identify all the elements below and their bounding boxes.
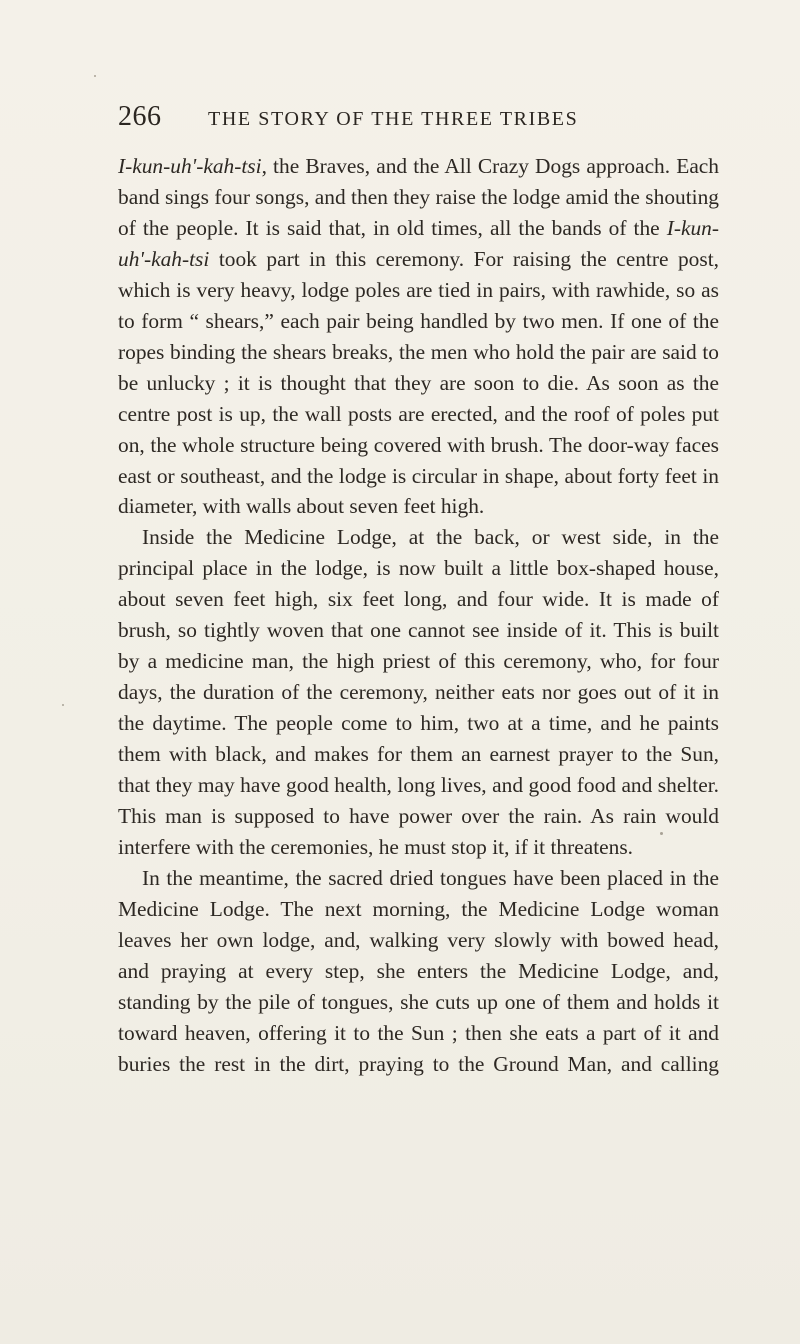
paragraph-1: [118, 151, 719, 522]
paper-speck: [660, 832, 663, 835]
text-run: Inside the Medicine Lodge, at the back, or west side, in the principal place in the lodge, is now built a little box-shaped house, about seven feet high, six feet long, and four wide. It is made of brush, so tightly woven that one cannot see inside of it. This is built by a medicine man, the high priest of this ceremony, who, for four days, the duration of the ceremony, neither eats nor goes out of it in the daytime. The people come to him, two at a time, and he paints them with black, and makes for them an earnest prayer to the Sun, that they may have good health, long lives, and good food and shelter. This man is supposed to have power over the rain. As rain would interfere with the ceremonies, he must stop it, if it threatens.: [118, 525, 719, 859]
body-text: [118, 151, 719, 1080]
italic-term: I-kun-uh'-kah-tsi: [118, 154, 262, 178]
text-run: In the meantime, the sacred dried tongues have been placed in the Medicine Lodge. The next morning, the Medicine Lodge woman leaves her own lodge, and, walking very slowly with bowed head, and praying at every step, she enters the Medicine Lodge, and, standing by the pile of tongues, she cuts up one of them and holds it toward heaven, offering it to the Sun ; then she eats a part of it and buries the rest in the dirt, praying to the Ground Man, and calling: [118, 865, 719, 1076]
text-run: , the Braves, and the All Crazy Dogs approach. Each band sings four songs, and then they raise the lodge amid the shouting of the people. It is said that, in old times, all the bands of the: [118, 154, 719, 240]
italic-term: I-kun-uh'-kah-tsi: [118, 215, 719, 271]
paper-speck: [62, 704, 64, 706]
paragraph-3: [118, 863, 719, 1080]
paragraph-2: [118, 522, 719, 862]
running-head-title: THE STORY OF THE THREE TRIBES: [208, 108, 579, 130]
paper-speck: [94, 75, 96, 77]
text-run: took part in this ceremony. For raising the centre post, which is very heavy, lodge poles are tied in pairs, with rawhide, so as to form “ shears,” each pair being handled by two men. If one of the ropes binding the shears breaks, the men who hold the pair are said to be unlucky ; it is thought that they are soon to die. As soon as the centre post is up, the wall posts are erected, and the roof of poles put on, the whole structure being covered with brush. The door-way faces east or southeast, and the lodge is circular in shape, about forty feet in diameter, with walls about seven feet high.: [118, 246, 719, 519]
running-head: [118, 101, 718, 141]
page-number: 266: [118, 101, 162, 132]
